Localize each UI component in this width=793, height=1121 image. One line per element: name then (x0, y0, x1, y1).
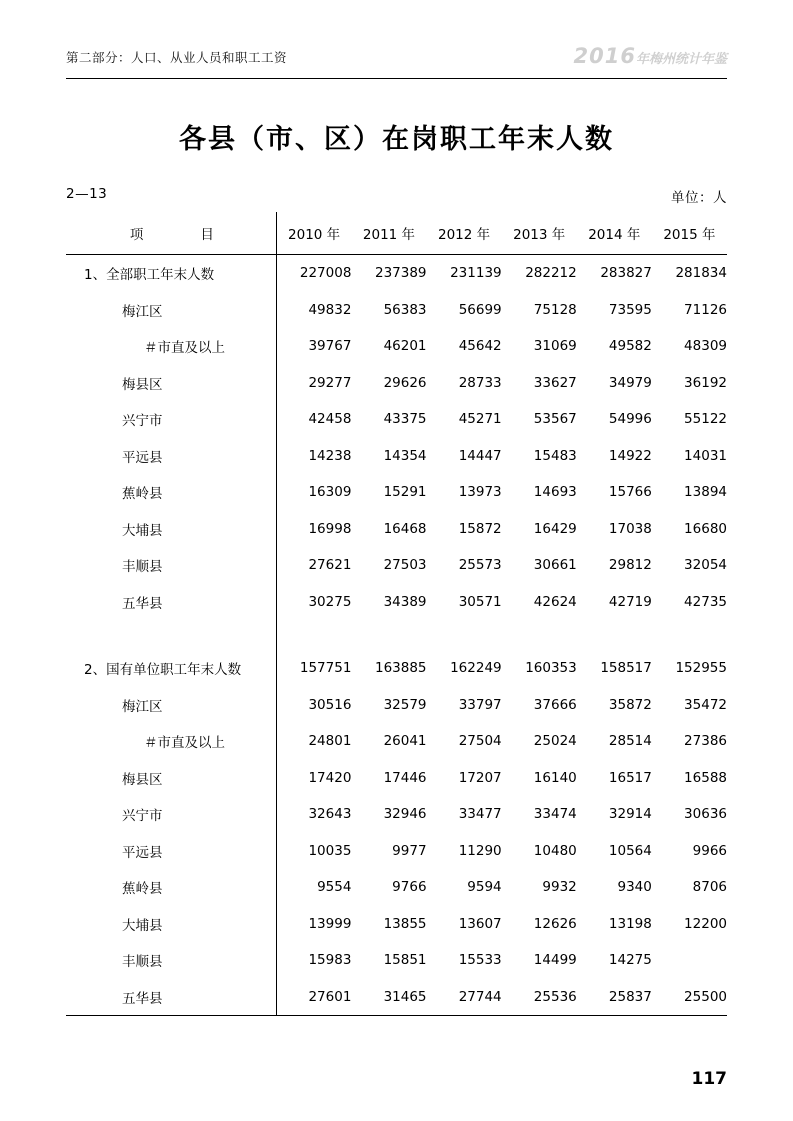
row-label: 五华县 (66, 979, 276, 1016)
row-value: 10564 (608, 842, 652, 859)
row-value: 8706 (692, 879, 727, 896)
row-value: 33797 (458, 696, 502, 713)
row-value: 16998 (308, 520, 352, 537)
row-value: 157751 (299, 660, 352, 677)
row-value: 14031 (684, 447, 727, 464)
row-value: 30571 (458, 593, 502, 610)
row-value: 46201 (383, 338, 427, 355)
row-value: 16517 (608, 769, 652, 786)
row-value: 13894 (684, 484, 727, 501)
row-value: 11290 (458, 842, 502, 859)
row-value: 14275 (608, 952, 652, 969)
row-value: 35872 (608, 696, 652, 713)
row-value: 17207 (458, 769, 502, 786)
document-page (0, 44, 793, 1121)
row-value: 27504 (458, 733, 502, 750)
table-number: 2—13 (66, 186, 108, 202)
row-label: 蕉岭县 (66, 869, 276, 906)
row-value: 30636 (684, 806, 727, 823)
row-value: 42735 (684, 593, 727, 610)
header-section-label: 第二部分：人口、从业人员和职工工资 (66, 50, 288, 65)
row-value: 29812 (608, 557, 652, 574)
row-value: 30661 (533, 557, 577, 574)
row-value: 15483 (533, 447, 577, 464)
row-value: 227008 (299, 265, 352, 282)
row-value: 34389 (383, 593, 427, 610)
row-value: 30516 (308, 696, 352, 713)
row-value: 33474 (533, 806, 577, 823)
row-value: 54996 (608, 411, 652, 428)
table-header-row (66, 212, 727, 255)
row-value: 282212 (525, 265, 577, 282)
row-value (652, 942, 727, 979)
table-spacer-row (66, 620, 727, 650)
row-value: 15766 (608, 484, 652, 501)
row-value: 75128 (533, 301, 577, 318)
row-value: 16140 (533, 769, 577, 786)
table-row (66, 255, 727, 292)
row-value: 17420 (308, 769, 352, 786)
row-value: 25500 (652, 979, 727, 1016)
row-label: 2、国有单位职工年末人数 (66, 650, 276, 687)
row-label: 蕉岭县 (66, 474, 276, 511)
row-value: 15533 (458, 952, 502, 969)
row-value: 16309 (308, 484, 352, 501)
row-value: 231139 (450, 265, 502, 282)
table-row (66, 760, 727, 797)
column-header-2011: 2011 年 (351, 212, 426, 255)
row-value: 163885 (374, 660, 427, 677)
spacer-cell (427, 620, 502, 650)
row-label: 梅江区 (66, 687, 276, 724)
spacer-cell (66, 620, 276, 650)
table-row (66, 723, 727, 760)
row-value: 31069 (533, 338, 577, 355)
header-year: 2016 (573, 44, 636, 68)
row-value: 29277 (308, 374, 352, 391)
row-value: 13607 (458, 915, 502, 932)
row-value: 14922 (608, 447, 652, 464)
row-label: 兴宁市 (66, 796, 276, 833)
row-value: 27621 (308, 557, 352, 574)
row-value: 27601 (276, 979, 351, 1016)
row-value: 16468 (383, 520, 427, 537)
column-header-item: 项 目 (66, 212, 276, 255)
table-row (66, 328, 727, 365)
column-header-2010: 2010 年 (276, 212, 351, 255)
statistics-table (66, 212, 727, 1016)
column-header-2013: 2013 年 (502, 212, 577, 255)
row-label: 梅江区 (66, 292, 276, 329)
row-value: 45271 (458, 411, 502, 428)
row-value: 14354 (383, 447, 427, 464)
row-label: 五华县 (66, 584, 276, 621)
table-row (66, 796, 727, 833)
row-value: 36192 (684, 374, 727, 391)
row-value: 71126 (684, 301, 727, 318)
spacer-cell (577, 620, 652, 650)
table-row (66, 438, 727, 475)
row-value: 56383 (383, 301, 427, 318)
row-value: 25024 (533, 733, 577, 750)
row-value: 32643 (308, 806, 352, 823)
row-value: 26041 (383, 733, 427, 750)
row-value: 25536 (502, 979, 577, 1016)
row-value: 43375 (383, 411, 427, 428)
column-header-2015: 2015 年 (652, 212, 727, 255)
row-value: 73595 (608, 301, 652, 318)
row-value: 281834 (675, 265, 727, 282)
row-value: 27744 (427, 979, 502, 1016)
row-value: 14693 (533, 484, 577, 501)
table-row (66, 401, 727, 438)
row-value: 16429 (533, 520, 577, 537)
row-value: 13999 (308, 915, 352, 932)
row-value: 14447 (458, 447, 502, 464)
row-label: ＃市直及以上 (66, 723, 276, 760)
row-value: 25573 (458, 557, 502, 574)
row-value: 15291 (383, 484, 427, 501)
table-unit: 单位：人 (671, 190, 727, 206)
row-value: 31465 (351, 979, 426, 1016)
row-value: 28514 (608, 733, 652, 750)
row-label: 丰顺县 (66, 942, 276, 979)
page-header (66, 44, 727, 79)
header-yearbook-title: 年梅州统计年鉴 (635, 52, 727, 67)
table-body (66, 255, 727, 1016)
row-value: 13973 (458, 484, 502, 501)
row-value: 33627 (533, 374, 577, 391)
row-value: 53567 (533, 411, 577, 428)
row-value: 283827 (600, 265, 652, 282)
column-header-2012: 2012 年 (427, 212, 502, 255)
row-value: 16588 (684, 769, 727, 786)
row-value: 9554 (317, 879, 352, 896)
row-value: 39767 (308, 338, 352, 355)
row-value: 12626 (533, 915, 577, 932)
row-value: 162249 (450, 660, 502, 677)
row-value: 32914 (608, 806, 652, 823)
row-label: 兴宁市 (66, 401, 276, 438)
header-yearbook-mark (574, 44, 727, 68)
row-value: 28733 (458, 374, 502, 391)
row-label: ＃市直及以上 (66, 328, 276, 365)
row-value: 9966 (692, 842, 727, 859)
row-value: 158517 (600, 660, 652, 677)
row-value: 27503 (383, 557, 427, 574)
table-row (66, 584, 727, 621)
row-value: 49582 (608, 338, 652, 355)
row-value: 45642 (458, 338, 502, 355)
row-label: 平远县 (66, 438, 276, 475)
row-value: 48309 (684, 338, 727, 355)
row-value: 13855 (383, 915, 427, 932)
row-label: 大埔县 (66, 511, 276, 548)
row-value: 9594 (467, 879, 502, 896)
page-number: 117 (691, 1069, 727, 1089)
page-title: 各县（市、区）在岗职工年末人数 (179, 124, 614, 155)
row-value: 9977 (392, 842, 427, 859)
table-row (66, 547, 727, 584)
row-value: 9766 (392, 879, 427, 896)
row-value: 17038 (608, 520, 652, 537)
column-header-2014: 2014 年 (577, 212, 652, 255)
row-value: 13198 (608, 915, 652, 932)
table-row (66, 942, 727, 979)
table-row (66, 292, 727, 329)
row-value: 37666 (533, 696, 577, 713)
row-value: 152955 (675, 660, 727, 677)
row-value: 25837 (577, 979, 652, 1016)
row-value: 10480 (533, 842, 577, 859)
row-value: 160353 (525, 660, 577, 677)
table-row (66, 474, 727, 511)
row-value: 15983 (308, 952, 352, 969)
row-value: 9340 (617, 879, 652, 896)
table-row (66, 906, 727, 943)
spacer-cell (652, 620, 727, 650)
row-value: 15872 (458, 520, 502, 537)
table-row (66, 687, 727, 724)
table-row (66, 365, 727, 402)
row-value: 49832 (308, 301, 352, 318)
row-value: 55122 (684, 411, 727, 428)
table-row (66, 511, 727, 548)
row-value: 29626 (383, 374, 427, 391)
row-value: 17446 (383, 769, 427, 786)
table-row (66, 979, 727, 1016)
row-value: 42458 (308, 411, 352, 428)
row-value: 32946 (383, 806, 427, 823)
row-value: 32054 (684, 557, 727, 574)
row-value: 15851 (383, 952, 427, 969)
row-label: 丰顺县 (66, 547, 276, 584)
row-value: 14499 (533, 952, 577, 969)
row-value: 14238 (308, 447, 352, 464)
row-value: 9932 (542, 879, 577, 896)
row-label: 平远县 (66, 833, 276, 870)
row-value: 237389 (374, 265, 427, 282)
row-value: 16680 (684, 520, 727, 537)
spacer-cell (276, 620, 351, 650)
table-row (66, 869, 727, 906)
table-meta-line (66, 186, 727, 206)
row-value: 10035 (308, 842, 352, 859)
row-label: 梅县区 (66, 760, 276, 797)
table-row (66, 833, 727, 870)
row-value: 56699 (458, 301, 502, 318)
row-value: 32579 (383, 696, 427, 713)
row-label: 梅县区 (66, 365, 276, 402)
row-label: 1、全部职工年末人数 (66, 255, 276, 292)
row-value: 42624 (533, 593, 577, 610)
row-value: 24801 (308, 733, 352, 750)
spacer-cell (502, 620, 577, 650)
row-value: 33477 (458, 806, 502, 823)
row-value: 34979 (608, 374, 652, 391)
row-value: 35472 (684, 696, 727, 713)
spacer-cell (351, 620, 426, 650)
row-value: 42719 (608, 593, 652, 610)
row-label: 大埔县 (66, 906, 276, 943)
row-value: 30275 (308, 593, 352, 610)
row-value: 12200 (684, 915, 727, 932)
table-row (66, 650, 727, 687)
row-value: 27386 (684, 733, 727, 750)
